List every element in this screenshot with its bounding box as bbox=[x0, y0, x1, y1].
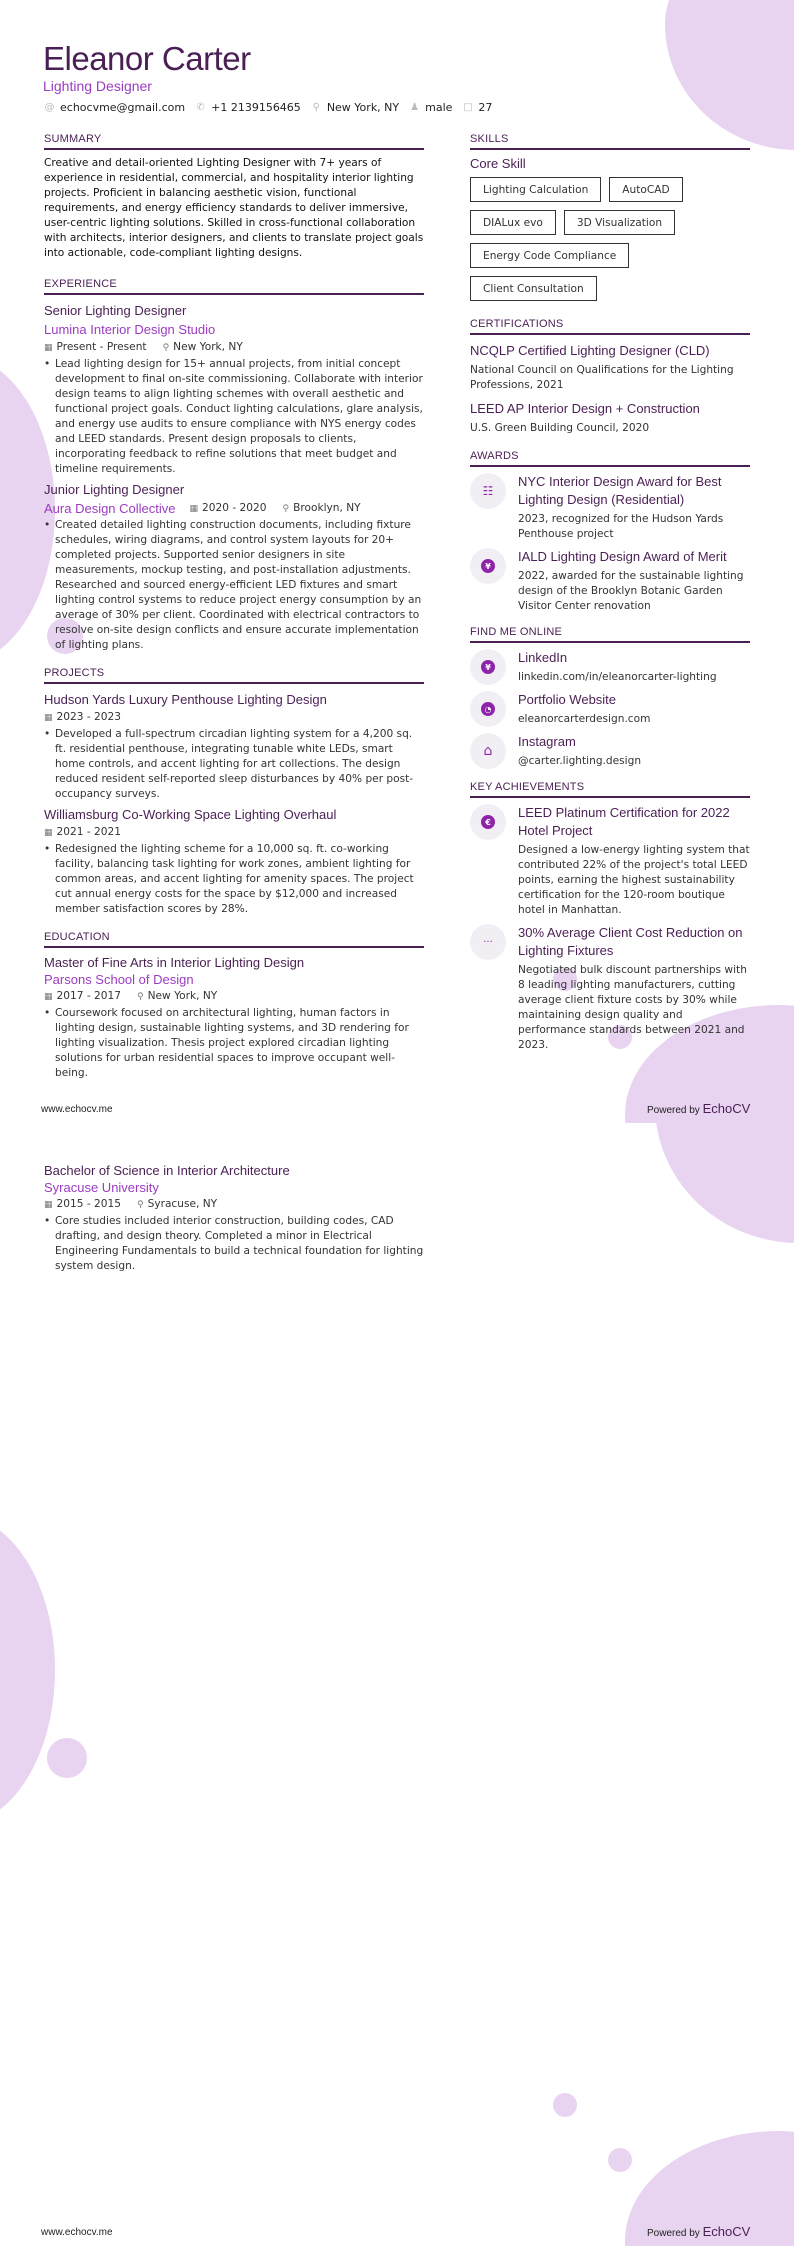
skills-section bbox=[470, 133, 750, 301]
education-description-text: Core studies included interior construction, building codes, CAD drafting, and design theory. Completed a minor in Electrical Engineering Fundamentals to build a technical foundation for lighting system design. bbox=[55, 1215, 424, 1272]
education-location: Syracuse, NY bbox=[147, 1198, 218, 1210]
job-dates: Present - Present bbox=[56, 341, 147, 353]
online-item-linkedin[interactable] bbox=[470, 649, 750, 685]
online-icon-badge bbox=[470, 649, 506, 685]
project-dates: 2021 - 2021 bbox=[56, 826, 121, 838]
job-location: New York, NY bbox=[173, 341, 243, 353]
location-icon: ⚲ bbox=[162, 343, 170, 353]
contact-gender bbox=[409, 101, 452, 114]
degree-name: Master of Fine Arts in Interior Lighting Design bbox=[44, 955, 305, 970]
resume-page-2 bbox=[0, 1123, 794, 2246]
certification-item bbox=[470, 341, 750, 393]
footer-website[interactable]: www.echocv.me bbox=[41, 1104, 113, 1115]
left-column bbox=[44, 133, 424, 1081]
euro-icon: € bbox=[481, 815, 495, 829]
location-icon: ⚲ bbox=[312, 102, 320, 113]
project-description bbox=[44, 842, 424, 917]
location-icon: ⚲ bbox=[137, 1200, 144, 1210]
left-column-continued bbox=[44, 1162, 424, 1274]
bullet-icon: • bbox=[44, 1215, 51, 1227]
job-description-text: Lead lighting design for 15+ annual projects, from initial concept development to final on-site commissioning. Collaborate with interior design teams to align lighting schemes with overall aesthetic and functional project goals. Conduct lighting calculations, glare analysis, and energy use audits to ensure compliance with NYS energy codes and LEED standards. Present design proposals to clients, incorporating feedback to refine solutions that meet budget and timeline requirements. bbox=[55, 358, 423, 475]
experience-heading: EXPERIENCE bbox=[44, 278, 424, 295]
powered-by-label: Powered by bbox=[647, 2228, 700, 2239]
job-description bbox=[44, 518, 424, 653]
achievement-item bbox=[470, 804, 750, 918]
achievements-heading: KEY ACHIEVEMENTS bbox=[470, 781, 750, 798]
award-text: 2022, awarded for the sustainable lighting design of the Brooklyn Botanic Garden Visitor Center renovation bbox=[518, 570, 744, 612]
calendar-icon: ▦ bbox=[44, 828, 53, 838]
phone-icon: ✆ bbox=[196, 102, 205, 113]
project-meta bbox=[44, 709, 424, 727]
achievement-icon-badge bbox=[470, 924, 506, 960]
job-company: Aura Design Collective bbox=[44, 501, 176, 516]
brand-name: EchoCV bbox=[702, 2224, 751, 2239]
decor-blob-top-right bbox=[665, 0, 794, 150]
location-icon: ⚲ bbox=[137, 992, 144, 1002]
certification-name: NCQLP Certified Lighting Designer (CLD) bbox=[470, 343, 710, 358]
education-dates: 2017 - 2017 bbox=[56, 990, 121, 1002]
award-item bbox=[470, 548, 750, 614]
online-section bbox=[470, 626, 750, 769]
education-meta bbox=[44, 1196, 424, 1214]
right-column bbox=[470, 133, 750, 1059]
age-value: 27 bbox=[478, 101, 493, 114]
bullet-icon: • bbox=[44, 843, 51, 855]
project-meta bbox=[44, 824, 424, 842]
summary-section bbox=[44, 133, 424, 261]
powered-by-label: Powered by bbox=[647, 1105, 700, 1116]
gender-value: male bbox=[425, 101, 453, 114]
online-icon-badge bbox=[470, 691, 506, 727]
footer-powered-by[interactable] bbox=[647, 1101, 750, 1116]
job-company: Lumina Interior Design Studio bbox=[44, 322, 216, 337]
online-label: Portfolio Website bbox=[518, 692, 617, 707]
job-description bbox=[44, 357, 424, 477]
contact-phone[interactable] bbox=[195, 101, 301, 114]
bullet-icon: • bbox=[44, 728, 51, 740]
project-item bbox=[44, 690, 424, 802]
brand-name: EchoCV bbox=[702, 1101, 751, 1116]
calendar-icon: ▦ bbox=[44, 713, 53, 723]
award-text: 2023, recognized for the Hudson Yards Penthouse project bbox=[518, 513, 724, 540]
skill-chip: DIALux evo bbox=[470, 210, 556, 235]
achievement-text: Negotiated bulk discount partnerships with 8 leading lighting manufacturers, cutting average client fixture costs by 30% while maintaining design quality and performance standards between 2021 and 2023. bbox=[518, 964, 747, 1051]
yen-icon: ¥ bbox=[481, 660, 495, 674]
project-description bbox=[44, 727, 424, 802]
person-icon: ♟ bbox=[410, 102, 420, 113]
online-link[interactable]: @carter.lighting.design bbox=[518, 755, 642, 767]
projects-section bbox=[44, 667, 424, 917]
job-location: Brooklyn, NY bbox=[293, 501, 361, 514]
decor-dot-right-2 bbox=[608, 2148, 632, 2172]
certification-name: LEED AP Interior Design + Construction bbox=[470, 401, 700, 416]
skill-chip: Energy Code Compliance bbox=[470, 243, 629, 268]
certifications-section bbox=[470, 318, 750, 436]
decor-dot-right-1 bbox=[553, 2093, 577, 2117]
education-description bbox=[44, 1214, 424, 1274]
job-role: Senior Lighting Designer bbox=[44, 303, 187, 318]
online-link[interactable]: eleanorcarterdesign.com bbox=[518, 713, 651, 725]
contact-age bbox=[462, 101, 492, 114]
skill-chip: 3D Visualization bbox=[564, 210, 675, 235]
skills-subheading: Core Skill bbox=[470, 156, 526, 171]
award-icon-badge bbox=[470, 548, 506, 584]
email-icon: @ bbox=[44, 102, 55, 113]
candidate-title: Lighting Designer bbox=[43, 78, 152, 94]
achievement-title: 30% Average Client Cost Reduction on Lighting Fixtures bbox=[518, 925, 743, 958]
clock-icon: ◔ bbox=[481, 702, 495, 716]
job-meta bbox=[44, 339, 424, 357]
footer-website[interactable]: www.echocv.me bbox=[41, 2227, 113, 2238]
awards-section bbox=[470, 450, 750, 614]
bullet-icon: • bbox=[44, 358, 51, 370]
footer-powered-by[interactable] bbox=[647, 2224, 750, 2239]
candidate-name: Eleanor Carter bbox=[43, 40, 251, 77]
job-meta bbox=[190, 500, 361, 518]
summary-heading: SUMMARY bbox=[44, 133, 424, 150]
education-location: New York, NY bbox=[147, 990, 218, 1002]
contact-email[interactable] bbox=[44, 101, 185, 114]
achievement-item bbox=[470, 924, 750, 1053]
calendar-icon: ▦ bbox=[44, 992, 53, 1002]
sliders-icon: ☷ bbox=[482, 484, 494, 498]
award-icon-badge bbox=[470, 473, 506, 509]
skill-chip: Lighting Calculation bbox=[470, 177, 601, 202]
achievement-icon-badge bbox=[470, 804, 506, 840]
education-description bbox=[44, 1006, 424, 1081]
online-label: Instagram bbox=[518, 734, 576, 749]
achievements-section bbox=[470, 781, 750, 1053]
calendar-icon: ▦ bbox=[44, 343, 53, 353]
education-section bbox=[44, 931, 424, 1081]
job-role: Junior Lighting Designer bbox=[44, 482, 185, 497]
project-dates: 2023 - 2023 bbox=[56, 711, 121, 723]
skill-chips bbox=[470, 177, 750, 301]
email-value: echocvme@gmail.com bbox=[60, 101, 186, 114]
phone-value: +1 2139156465 bbox=[211, 101, 301, 114]
education-dates: 2015 - 2015 bbox=[56, 1198, 121, 1210]
education-meta bbox=[44, 988, 424, 1006]
calendar-icon: □ bbox=[463, 102, 473, 113]
contact-location bbox=[311, 101, 399, 114]
project-description-text: Redesigned the lighting scheme for a 10,000 sq. ft. co-working facility, balancing task lighting for work zones, ambient lighting for common areas, and accent lighting for amenity spaces. The project cut annual energy costs for the space by $12,000 and increased member satisfaction scores by 28%. bbox=[55, 843, 414, 915]
school-name: Syracuse University bbox=[44, 1180, 159, 1195]
award-item bbox=[470, 473, 750, 542]
degree-name: Bachelor of Science in Interior Architecture bbox=[44, 1163, 290, 1178]
certifications-heading: CERTIFICATIONS bbox=[470, 318, 750, 335]
online-heading: FIND ME ONLINE bbox=[470, 626, 750, 643]
calendar-icon: ▦ bbox=[189, 503, 199, 514]
experience-item bbox=[44, 301, 424, 477]
contact-bar bbox=[44, 101, 492, 114]
education-item bbox=[44, 1162, 424, 1274]
skill-chip: Client Consultation bbox=[470, 276, 597, 301]
experience-item bbox=[44, 480, 424, 653]
decor-blob-left bbox=[0, 1515, 55, 1825]
award-title: NYC Interior Design Award for Best Lighting Design (Residential) bbox=[518, 474, 722, 507]
online-link[interactable]: linkedin.com/in/eleanorcarter-lighting bbox=[518, 671, 717, 683]
summary-text: Creative and detail-oriented Lighting Designer with 7+ years of experience in residential, commercial, and hospitality interior lighting projects. Proficient in balancing aesthetic vision, functional requirements, and energy efficiency standards to deliver immersive, user-centric lighting solutions. Skilled in cross-functional collaboration with architects, interior designers, and clients to translate project goals into actionable, code-compliant lighting designs. bbox=[44, 157, 424, 259]
experience-section bbox=[44, 278, 424, 653]
certification-item bbox=[470, 399, 750, 436]
skills-heading: SKILLS bbox=[470, 133, 750, 150]
online-item-portfolio[interactable] bbox=[470, 691, 750, 727]
location-icon: ⚲ bbox=[282, 503, 290, 514]
school-name: Parsons School of Design bbox=[44, 972, 194, 987]
projects-heading: PROJECTS bbox=[44, 667, 424, 684]
skill-chip: AutoCAD bbox=[609, 177, 682, 202]
project-item bbox=[44, 805, 424, 917]
education-description-text: Coursework focused on architectural lighting, human factors in lighting design, sustainable lighting systems, and 3D rendering for lighting visualization. Thesis project explored circadian lighting solutions for urban residential spaces to improve occupant well-being. bbox=[55, 1007, 409, 1079]
certification-issuer: National Council on Qualifications for the Lighting Professions, 2021 bbox=[470, 364, 734, 391]
job-description-text: Created detailed lighting construction documents, including fixture schedules, wiring diagrams, and control system layouts for 20+ completed projects. Supported senior designers in site measurements, mockup testing, and post-installation adjustments. Researched and sourced energy-efficient LED fixtures and smart lighting control systems to reduce project energy consumption by an average of 30% per client. Coordinated with electrical contractors to resolve on-site design conflicts and ensure accurate implementation of lighting plans. bbox=[55, 519, 422, 651]
bullet-icon: • bbox=[44, 519, 51, 531]
education-heading: EDUCATION bbox=[44, 931, 424, 948]
decor-dot-left bbox=[47, 1738, 87, 1778]
project-name: Williamsburg Co-Working Space Lighting Overhaul bbox=[44, 807, 337, 822]
certification-issuer: U.S. Green Building Council, 2020 bbox=[470, 422, 650, 434]
job-company-row bbox=[44, 499, 424, 518]
project-description-text: Developed a full-spectrum circadian lighting system for a 4,200 sq. ft. residential penthouse, integrating tunable white LEDs, smart home controls, and accent lighting for art collections. The design reduced resident self-reported sleep disturbances by 40% per post-occupancy surveys. bbox=[55, 728, 414, 800]
award-title: IALD Lighting Design Award of Merit bbox=[518, 549, 727, 564]
project-name: Hudson Yards Luxury Penthouse Lighting Design bbox=[44, 692, 327, 707]
awards-heading: AWARDS bbox=[470, 450, 750, 467]
bullet-icon: • bbox=[44, 1007, 51, 1019]
decor-blob-top-right bbox=[655, 1123, 794, 1243]
store-icon: ⌂ bbox=[483, 743, 493, 759]
education-item bbox=[44, 954, 424, 1081]
achievement-title: LEED Platinum Certification for 2022 Hotel Project bbox=[518, 805, 730, 838]
calendar-icon: ▦ bbox=[44, 1200, 53, 1210]
online-item-instagram[interactable] bbox=[470, 733, 750, 769]
more-icon: ··· bbox=[483, 936, 493, 948]
job-dates: 2020 - 2020 bbox=[202, 501, 267, 514]
online-icon-badge bbox=[470, 733, 506, 769]
online-label: LinkedIn bbox=[518, 650, 568, 665]
yen-icon: ¥ bbox=[481, 559, 495, 573]
achievement-text: Designed a low-energy lighting system that contributed 22% of the project's total LEED points, earning the highest sustainability certification for the 120-room boutique hotel in Manhattan. bbox=[518, 844, 750, 916]
location-value: New York, NY bbox=[326, 101, 400, 114]
